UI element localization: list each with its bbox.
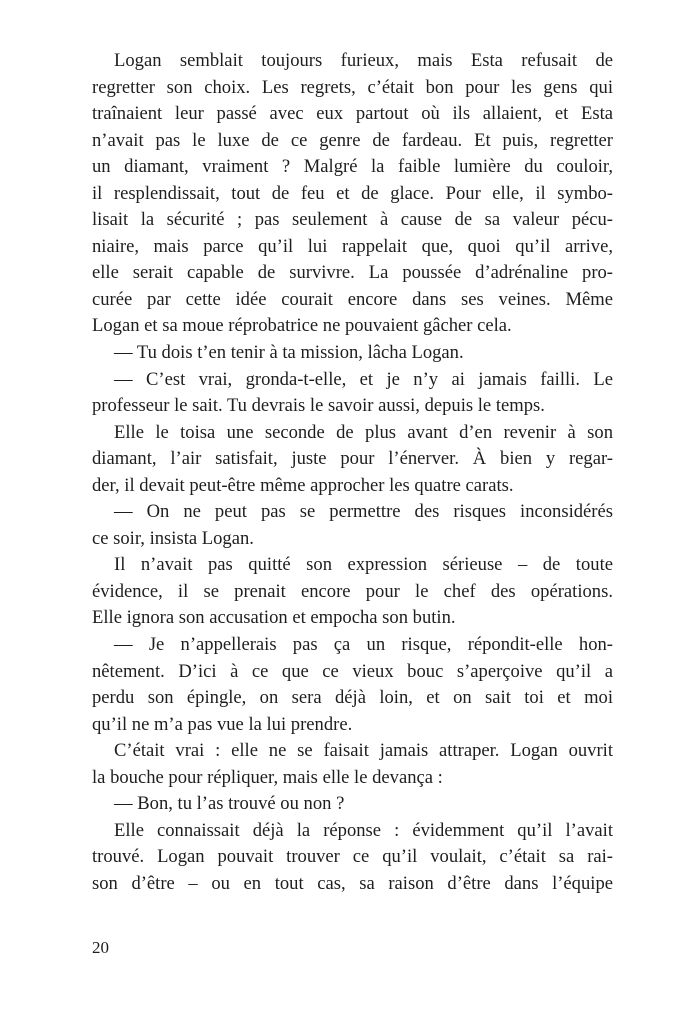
text-line: qu’il ne m’a pas vue la lui prendre. — [92, 713, 353, 735]
text-line: elle serait capable de survivre. La poussée d’adrénaline pro- — [92, 262, 613, 284]
text-line: trouvé. Logan pouvait trouver ce qu’il voulait, c’était sa rai- — [92, 846, 613, 868]
text-line: — Tu dois t’en tenir à ta mission, lâcha Logan. — [114, 342, 464, 364]
text-line: professeur le sait. Tu devrais le savoir aussi, depuis le temps. — [92, 395, 545, 417]
text-line: C’était vrai : elle ne se faisait jamais attraper. Logan ouvrit — [114, 740, 613, 762]
text-line: Il n’avait pas quitté son expression sérieuse – de toute — [114, 554, 613, 576]
text-line: ce soir, insista Logan. — [92, 527, 254, 549]
text-line: regretter son choix. Les regrets, c’était bon pour les gens qui — [92, 76, 613, 98]
text-line: Elle le toisa une seconde de plus avant d’en revenir à son — [114, 421, 613, 443]
text-line: Logan semblait toujours furieux, mais Esta refusait de — [114, 50, 613, 71]
page-number: 20 — [92, 938, 109, 957]
text-line: il resplendissait, tout de feu et de glace. Pour elle, il symbo- — [92, 182, 613, 204]
text-line: — C’est vrai, gronda-t-elle, et je n’y ai jamais failli. Le — [114, 368, 613, 390]
text-line: nêtement. D’ici à ce que ce vieux bouc s’aperçoive qu’il a — [92, 660, 613, 682]
text-line: diamant, l’air satisfait, juste pour l’énerver. À bien y regar- — [92, 448, 613, 470]
page-body-text — [92, 48, 613, 898]
text-line: un diamant, vraiment ? Malgré la faible lumière du couloir, — [92, 156, 613, 178]
text-line: perdu son épingle, on sera déjà loin, et on sait toi et moi — [92, 687, 613, 709]
text-line: la bouche pour répliquer, mais elle le devança : — [92, 766, 443, 788]
text-line: n’avait pas le luxe de ce genre de fardeau. Et puis, regretter — [92, 129, 613, 151]
text-line: Elle connaissait déjà la réponse : évidemment qu’il l’avait — [114, 819, 613, 841]
text-line: évidence, il se prenait encore pour le chef des opérations. — [92, 580, 613, 602]
text-line: traînaient leur passé avec eux partout où ils allaient, et Esta — [92, 103, 613, 125]
text-line: niaire, mais parce qu’il lui rappelait que, quoi qu’il arrive, — [92, 235, 613, 257]
text-line: lisait la sécurité ; pas seulement à cause de sa valeur pécu- — [92, 209, 613, 231]
text-line: — Bon, tu l’as trouvé ou non ? — [114, 793, 345, 815]
text-line: Logan et sa moue réprobatrice ne pouvaient gâcher cela. — [92, 315, 512, 337]
text-line: curée par cette idée courait encore dans ses veines. Même — [92, 288, 613, 310]
text-line: Elle ignora son accusation et empocha son butin. — [92, 607, 456, 629]
text-line: son d’être – ou en tout cas, sa raison d’être dans l’équipe — [92, 872, 613, 894]
text-line: der, il devait peut-être même approcher les quatre carats. — [92, 474, 514, 496]
text-line: — On ne peut pas se permettre des risques inconsidérés — [114, 501, 613, 523]
text-line: — Je n’appellerais pas ça un risque, répondit-elle hon- — [114, 634, 613, 656]
